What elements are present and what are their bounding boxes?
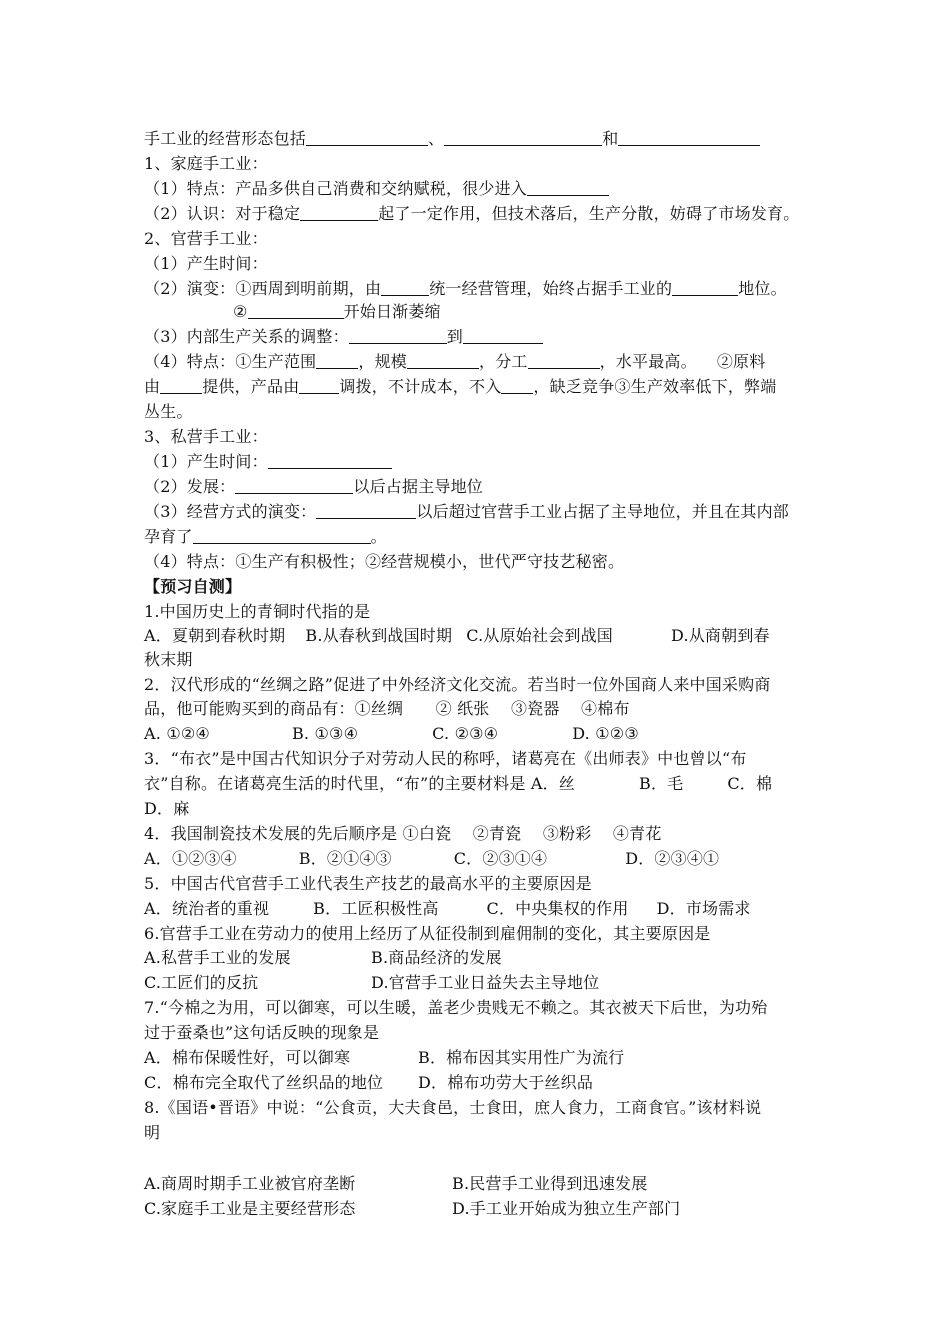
s3-item-2: （2）发展： 以后占据主导地位 bbox=[144, 477, 483, 496]
q4-option-b[interactable]: B．②①④③ bbox=[298, 849, 392, 868]
q5-options bbox=[144, 897, 751, 921]
q8-option-c[interactable]: C.家庭手工业是主要经营形态 bbox=[144, 1199, 356, 1218]
blank bbox=[299, 377, 339, 394]
s2-item-1: （1）产生时间： bbox=[144, 254, 268, 273]
blank bbox=[618, 129, 760, 146]
q6-option-c[interactable]: C.工匠们的反抗 bbox=[144, 973, 259, 992]
s2-item-2-cont: ② 开始日渐萎缩 bbox=[233, 302, 441, 321]
blank bbox=[306, 129, 428, 146]
blank bbox=[160, 377, 202, 394]
q4-stem: 4．我国制瓷技术发展的先后顺序是 ①白瓷 ②青瓷 ③粉彩 ④青花 bbox=[144, 824, 662, 843]
q2-option-d[interactable]: D. ①②③ bbox=[572, 724, 639, 743]
s3-item-3: （3）经营方式的演变： 以后超过官营手工业占据了主导地位，并且在其内部 bbox=[144, 502, 789, 521]
q4-option-c[interactable]: C．②③①④ bbox=[453, 849, 548, 868]
q6-options-row-2 bbox=[144, 971, 599, 995]
q7-stem-cont: 过于蚕桑也”这句话反映的现象是 bbox=[144, 1023, 380, 1042]
s2-item-4-cont: 由 提供，产品由 调拨，不计成本，不入 ，缺乏竞争③生产效率低下，弊端 bbox=[144, 377, 777, 396]
q7-options-row-2 bbox=[144, 1071, 593, 1095]
q7-option-a[interactable]: A．棉布保暖性好，可以御寒 bbox=[144, 1048, 351, 1067]
q1-option-d[interactable]: D.从商朝到春 bbox=[670, 626, 770, 645]
intro-line: 手工业的经营形态包括 、 和 bbox=[144, 127, 760, 151]
q1-option-b[interactable]: B.从春秋到战国时期 bbox=[305, 626, 453, 645]
q5-option-b[interactable]: B．工匠积极性高 bbox=[313, 899, 439, 918]
blank bbox=[235, 477, 353, 494]
q5-option-d[interactable]: D．市场需求 bbox=[656, 899, 751, 918]
blank bbox=[407, 352, 479, 369]
q7-options-row-1 bbox=[144, 1046, 624, 1070]
q6-option-b[interactable]: B.商品经济的发展 bbox=[371, 948, 502, 967]
s3-item-4: （4）特点：①生产有积极性；②经营规模小，世代严守技艺秘密。 bbox=[144, 552, 625, 571]
q7-option-c[interactable]: C．棉布完全取代了丝织品的地位 bbox=[144, 1073, 384, 1092]
s2-item-2: （2）演变：①西周到明前期，由 统一经营管理，始终占据手工业的 地位。 bbox=[144, 279, 787, 298]
q5-option-c[interactable]: C．中央集权的作用 bbox=[486, 899, 629, 918]
s1-item-2: （2）认识：对于稳定 起了一定作用，但技术落后，生产分散，妨碍了市场发育。 bbox=[144, 204, 800, 223]
q3-stem-cont: 衣”自称。在诸葛亮生活的时代里，“布”的主要材料是 A．丝 B．毛 C．棉 bbox=[144, 774, 773, 793]
q2-option-b[interactable]: B. ①③④ bbox=[291, 724, 359, 743]
blank bbox=[316, 502, 416, 519]
q6-options-row-1 bbox=[144, 946, 502, 970]
s3-item-3-cont: 孕育了 。 bbox=[144, 527, 387, 546]
q6-option-d[interactable]: D.官营手工业日益失去主导地位 bbox=[371, 973, 600, 992]
q3-stem: 3．“布衣”是中国古代知识分子对劳动人民的称呼，诸葛亮在《出师表》中也曾以“布 bbox=[144, 749, 747, 768]
q1-option-c[interactable]: C.从原始社会到战国 bbox=[466, 626, 613, 645]
q4-options bbox=[144, 847, 719, 871]
blank bbox=[316, 352, 358, 369]
q3-option-c[interactable]: C．棉 bbox=[727, 774, 773, 793]
q6-stem: 6.官营手工业在劳动力的使用上经历了从征役制到雇佣制的变化，其主要原因是 bbox=[144, 924, 711, 943]
q5-option-a[interactable]: A．统治者的重视 bbox=[144, 899, 270, 918]
blank bbox=[527, 179, 609, 196]
blank bbox=[672, 279, 738, 296]
q8-option-d[interactable]: D.手工业开始成为独立生产部门 bbox=[452, 1199, 681, 1218]
q1-option-a[interactable]: A．夏朝到春秋时期 bbox=[144, 626, 286, 645]
q7-stem: 7.“今棉之为用，可以御寒，可以生暖，盖老少贵贱无不赖之。其衣被天下后世，为功殆 bbox=[144, 998, 768, 1017]
blank bbox=[193, 527, 371, 544]
blank bbox=[501, 377, 533, 394]
blank bbox=[248, 302, 344, 319]
blank bbox=[349, 327, 447, 344]
blank bbox=[268, 452, 392, 469]
quiz-title: 【预习自测】 bbox=[144, 577, 242, 596]
s1-item-1: （1）特点：产品多供自己消费和交纳赋税，很少进入 bbox=[144, 177, 609, 201]
q8-stem-cont: 明 bbox=[144, 1123, 161, 1142]
q3-option-b[interactable]: B．毛 bbox=[638, 774, 684, 793]
section-2-title: 2、官营手工业： bbox=[144, 229, 268, 248]
blank bbox=[528, 352, 600, 369]
q7-option-d[interactable]: D．棉布功劳大于丝织品 bbox=[418, 1073, 594, 1092]
blank bbox=[300, 204, 378, 221]
q5-stem: 5．中国古代官营手工业代表生产技艺的最高水平的主要原因是 bbox=[144, 874, 592, 893]
q2-stem-cont: 品，他可能购买到的商品有：①丝绸 ② 纸张 ③瓷器 ④棉布 bbox=[144, 699, 630, 718]
s2-item-4: （4）特点：①生产范围 ，规模 ，分工 ，水平最高。 ②原料 bbox=[144, 352, 766, 371]
q8-option-b[interactable]: B.民营手工业得到迅速发展 bbox=[452, 1174, 648, 1193]
q8-option-a[interactable]: A.商周时期手工业被官府垄断 bbox=[144, 1174, 356, 1193]
q2-option-c[interactable]: C. ②③④ bbox=[432, 724, 499, 743]
s3-item-1: （1）产生时间： bbox=[144, 450, 392, 474]
q8-options-row-2 bbox=[144, 1197, 680, 1221]
section-3-title: 3、私营手工业： bbox=[144, 427, 268, 446]
blank bbox=[463, 327, 543, 344]
blank bbox=[444, 129, 602, 146]
q8-options-row-1 bbox=[144, 1172, 647, 1196]
q2-options bbox=[144, 722, 639, 746]
q2-stem: 2．汉代形成的“丝绸之路”促进了中外经济文化交流。若当时一位外国商人来中国采购商 bbox=[144, 675, 771, 694]
q6-option-a[interactable]: A.私营手工业的发展 bbox=[144, 948, 291, 967]
q4-option-d[interactable]: D．②③④① bbox=[625, 849, 720, 868]
q3-option-d[interactable]: D．麻 bbox=[144, 799, 190, 818]
q1-stem: 1.中国历史上的青铜时代指的是 bbox=[144, 602, 371, 621]
blank bbox=[381, 279, 429, 296]
q1-options bbox=[144, 624, 770, 648]
q7-option-b[interactable]: B．棉布因其实用性广为流行 bbox=[418, 1048, 625, 1067]
s2-item-4-end: 丛生。 bbox=[144, 402, 193, 421]
s2-item-3: （3）内部生产关系的调整： 到 bbox=[144, 325, 543, 349]
section-1-title: 1、家庭手工业： bbox=[144, 154, 268, 173]
q1-option-d-cont: 秋末期 bbox=[144, 650, 193, 669]
q4-option-a[interactable]: A．①②③④ bbox=[144, 849, 237, 868]
q2-option-a[interactable]: A. ①②④ bbox=[144, 724, 210, 743]
q8-stem: 8.《国语•晋语》中说：“公食贡，大夫食邑，士食田，庶人食力，工商食官。”该材料说 bbox=[144, 1098, 762, 1117]
